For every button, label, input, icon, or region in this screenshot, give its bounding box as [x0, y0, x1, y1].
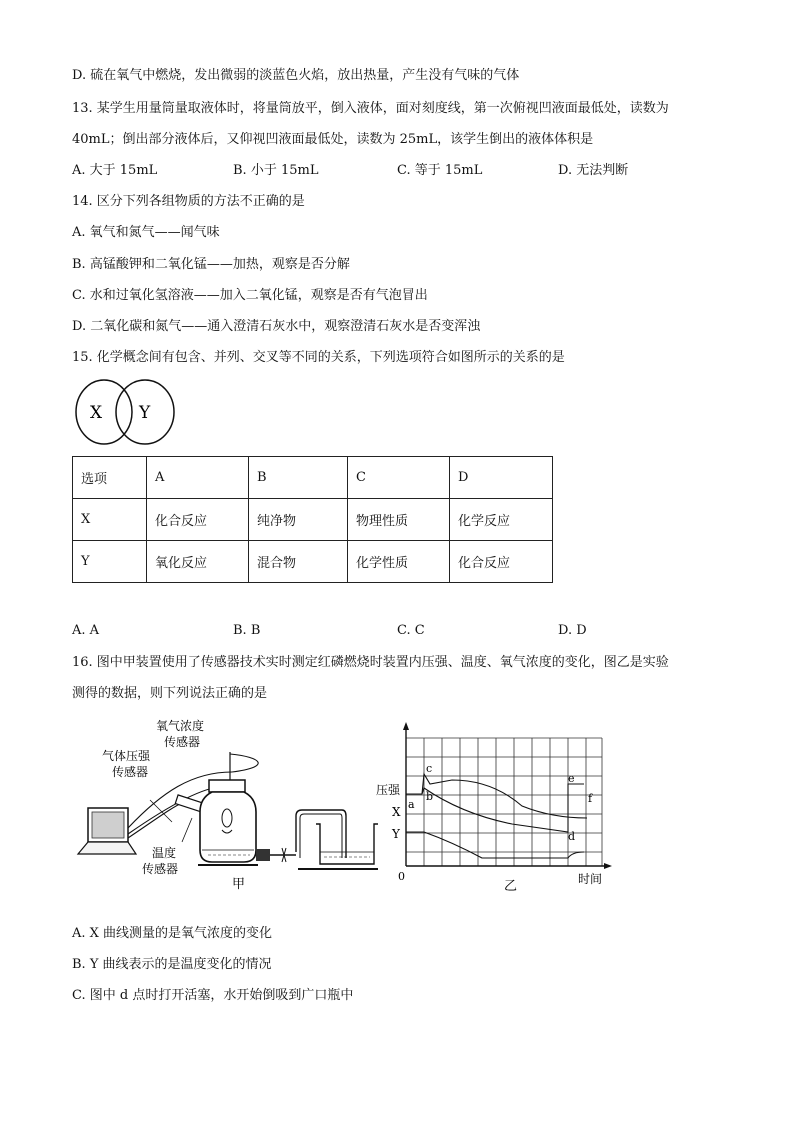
q13-option-b: B. 小于 15mL	[233, 163, 319, 178]
table-cell: 混合物	[249, 541, 348, 583]
q15-option-a: A. A	[72, 623, 100, 638]
table-cell: C	[348, 457, 450, 499]
apparatus-diagram	[72, 712, 384, 898]
q15-options-table	[72, 456, 553, 583]
table-cell: 物理性质	[348, 499, 450, 541]
table-cell: 选项	[73, 457, 147, 499]
pressure-sensor-label: 气体压强	[102, 749, 151, 763]
delivery-tube	[296, 810, 346, 858]
oxygen-sensor-label-2: 传感器	[164, 735, 201, 749]
table-row	[73, 499, 553, 541]
wide-mouth-bottle	[200, 780, 256, 862]
y-label-pressure: 压强	[376, 783, 401, 797]
table-cell: 化合反应	[450, 541, 553, 583]
x-axis-arrow	[604, 863, 612, 869]
q12-option-d: D. 硫在氧气中燃烧，发出微弱的淡蓝色火焰，放出热量，产生没有气味的气体	[72, 68, 520, 83]
laptop-icon	[78, 808, 136, 854]
point-label-e: e	[568, 772, 575, 785]
q14-option-d: D. 二氧化碳和氮气——通入澄清石灰水中，观察澄清石灰水是否变浑浊	[72, 319, 481, 334]
leader-line	[182, 818, 192, 842]
pressure-curve	[406, 774, 587, 818]
q14-option-c: C. 水和过氧化氢溶液——加入二氧化锰，观察是否有气泡冒出	[72, 288, 428, 303]
q14-option-b: B. 高锰酸钾和二氧化锰——加热，观察是否分解	[72, 257, 350, 272]
x-axis-label: 时间	[578, 872, 603, 886]
table-cell: 化学反应	[450, 499, 553, 541]
point-label-c: c	[426, 762, 433, 775]
q13-stem-line1: 13. 某学生用量筒量取液体时，将量筒放平，倒入液体，面对刻度线，第一次俯视凹液面最低处，读数为	[72, 101, 669, 116]
table-cell: A	[147, 457, 249, 499]
sensor-graph	[372, 718, 616, 894]
table-cell: Y	[73, 541, 147, 583]
q15-option-c: C. C	[397, 623, 425, 638]
venn-diagram	[70, 378, 182, 448]
q14-stem: 14. 区分下列各组物质的方法不正确的是	[72, 194, 305, 209]
graph-label: 乙	[504, 879, 518, 894]
q14-option-a: A. 氧气和氮气——闻气味	[72, 225, 220, 240]
venn-label-y: Y	[139, 403, 151, 423]
q16-stem-line2: 测得的数据，则下列说法正确的是	[72, 686, 268, 701]
pressure-sensor-label-2: 传感器	[112, 765, 149, 779]
temp-sensor-label-2: 传感器	[142, 862, 179, 876]
table-row	[73, 457, 553, 499]
venn-label-x: X	[90, 403, 103, 423]
point-label-a: a	[408, 798, 415, 811]
q15-option-b: B. B	[233, 623, 261, 638]
q13-option-d: D. 无法判断	[558, 163, 629, 178]
q16-option-c: C. 图中 d 点时打开活塞，水开始倒吸到广口瓶中	[72, 988, 354, 1003]
y-curve	[406, 832, 584, 858]
beaker	[316, 824, 378, 864]
table-cell: D	[450, 457, 553, 499]
y-axis-arrow	[403, 722, 409, 730]
point-label-f: f	[588, 792, 593, 805]
table-cell: B	[249, 457, 348, 499]
origin-label: 0	[398, 870, 405, 883]
table-cell: 化学性质	[348, 541, 450, 583]
y-label-y: Y	[392, 827, 400, 841]
point-label-d: d	[568, 830, 576, 843]
oxygen-sensor-label: 氧气浓度	[156, 719, 205, 733]
point-label-b: b	[426, 790, 434, 803]
rubber-tube	[256, 849, 270, 861]
y-label-x: X	[392, 805, 401, 819]
table-row	[73, 541, 553, 583]
q15-option-d: D. D	[558, 623, 587, 638]
q15-stem: 15. 化学概念间有包含、并列、交叉等不同的关系，下列选项符合如图所示的关系的是	[72, 350, 565, 365]
table-cell: 氧化反应	[147, 541, 249, 583]
cable	[230, 754, 258, 772]
q13-option-a: A. 大于 15mL	[72, 163, 158, 178]
apparatus-label: 甲	[232, 877, 246, 892]
temp-sensor-label: 温度	[152, 846, 177, 860]
q16-stem-line1: 16. 图中甲装置使用了传感器技术实时测定红磷燃烧时装置内压强、温度、氧气浓度的变化，图乙是实验	[72, 655, 669, 670]
q13-option-c: C. 等于 15mL	[397, 163, 483, 178]
delivery-tube-inner	[300, 814, 342, 858]
q16-option-a: A. X 曲线测量的是氧气浓度的变化	[72, 926, 273, 941]
table-cell: 纯净物	[249, 499, 348, 541]
table-cell: 化合反应	[147, 499, 249, 541]
q16-option-b: B. Y 曲线表示的是温度变化的情况	[72, 957, 272, 972]
table-cell: X	[73, 499, 147, 541]
q13-stem-line2: 40mL；倒出部分液体后，又仰视凹液面最低处，读数为 25mL，该学生倒出的液体体积是	[72, 132, 594, 147]
graph-grid	[406, 738, 602, 866]
